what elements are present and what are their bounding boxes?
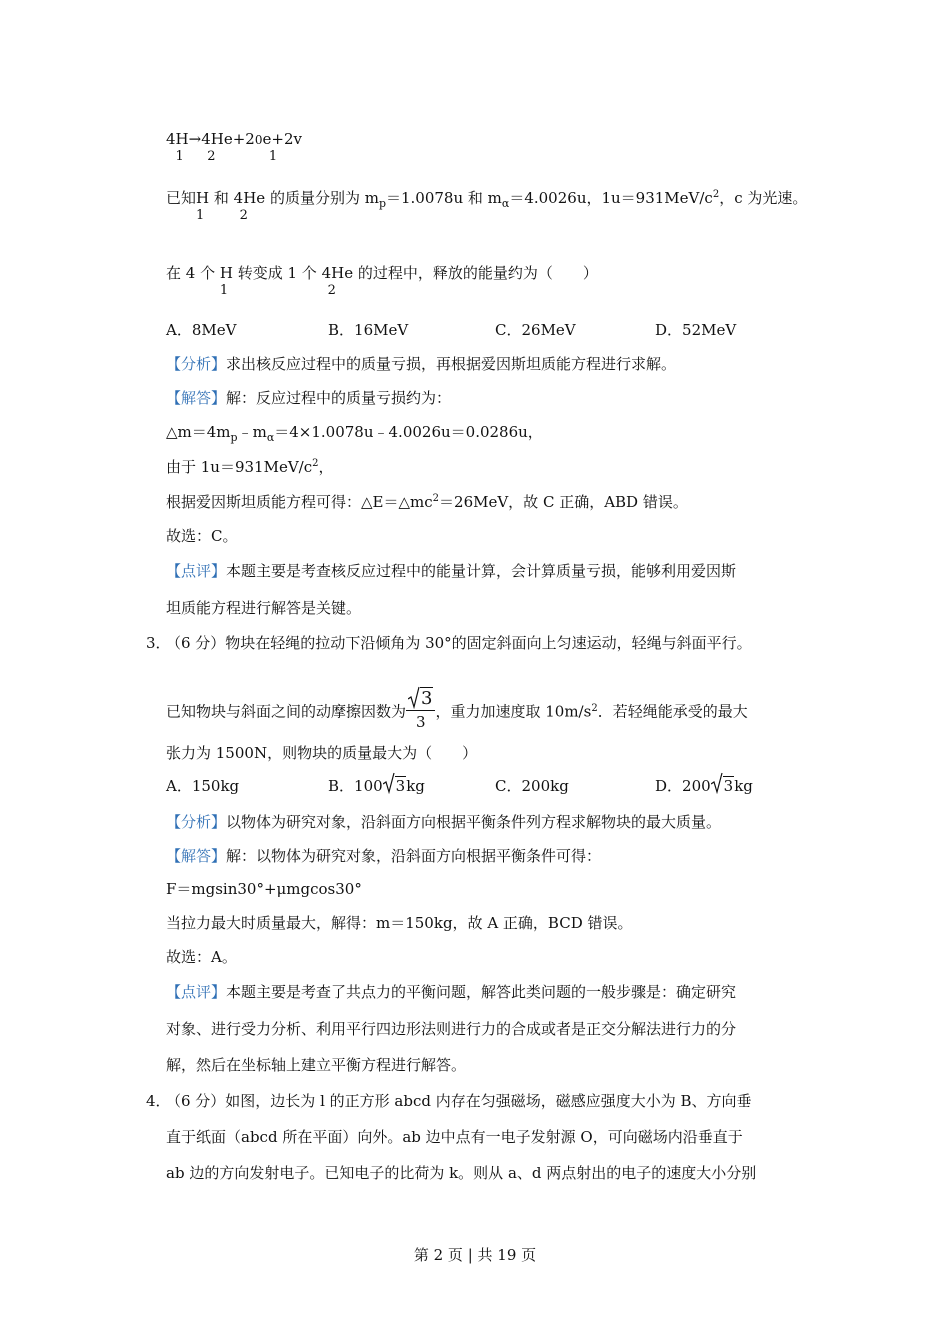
hydrogen-nuclide: H 1 (175, 130, 189, 164)
q4-number: 4． (146, 1092, 171, 1110)
helium-nuclide: 4He 2 (201, 130, 233, 164)
coefficient: 4 (166, 130, 176, 148)
q2-mass-defect: $\triangle m=4m_p﹣m_\alpha=4\times 1.0078u﹣4.0026u=0.0286u$， (166, 423, 543, 444)
q2-choice: 故选：C。 (166, 527, 238, 545)
electron-nuclide: 0e 1 (254, 130, 278, 164)
q3-stem-2: 已知物块与斜面之间的动摩擦因数为 $\frac{3}{3}$ ，重力加速度取 $10m/s^2$．若轻绳能承受的最大 (166, 688, 748, 731)
q3-stem-1: （6 分）物块在轻绳的拉动下沿倾角为 30°的固定斜面向上匀速运动，轻绳与斜面平行。 (166, 634, 752, 652)
q3-choice: 故选：A。 (166, 948, 237, 966)
q3-comment-cont-2: 解，然后在坐标轴上建立平衡方程进行解答。 (166, 1056, 467, 1074)
q4-stem-2: 直于纸面（abcd 所在平面）向外。ab 边中点有一电子发射源 O，可向磁场内沿垂直于 (166, 1128, 743, 1146)
q2-since: 由于 $1u=931MeV/c^2$， (166, 458, 334, 476)
q3-option-b: B．100 3kg (328, 775, 425, 797)
q3-result: 当拉力最大时质量最大，解得：m＝150kg，故 A 正确，BCD 错误。 (166, 914, 633, 932)
q2-energy: 根据爱因斯坦质能方程可得：$\triangle E=\triangle mc^2=26MeV$，故 C 正确，ABD 错误。 (166, 493, 688, 511)
question-2-stem: 在 4 个 H 1 转变成 1 个 4He 2 的过程中，释放的能量约为（ ） (166, 264, 598, 298)
q2-comment: 【点评】本题主要是考查核反应过程中的能量计算，会计算质量亏损，能够利用爱因斯 (166, 562, 737, 580)
q4-stem-3: ab 边的方向发射电子。已知电子的比荷为 k。则从 a、d 两点射出的电子的速度大小分别 (166, 1164, 757, 1182)
q2-comment-cont: 坦质能方程进行解答是关键。 (166, 599, 362, 617)
arrow-icon: → (188, 130, 202, 148)
q3-comment-cont-1: 对象、进行受力分析、利用平行四边形法则进行力的合成或者是正交分解法进行力的分 (166, 1020, 737, 1038)
page-footer: 第 2 页 | 共 19 页 (413, 1246, 537, 1264)
q3-option-a: A．150kg (166, 777, 240, 795)
q3-answer: 【解答】解：以物体为研究对象，沿斜面方向根据平衡条件可得： (166, 847, 602, 865)
q3-option-c: C．200kg (495, 777, 569, 795)
q3-formula: F＝mgsin30°+μmgcos30° (166, 880, 362, 898)
option-b: B．16MeV (328, 321, 409, 339)
q2-answer: 【解答】解：反应过程中的质量亏损约为： (166, 389, 452, 407)
q2-analysis: 【分析】求出核反应过程中的质量亏损，再根据爱因斯坦质能方程进行求解。 (166, 355, 677, 373)
q3-stem-3: 张力为 1500N，则物块的质量最大为（ ） (166, 744, 478, 762)
q3-number: 3． (146, 634, 171, 652)
q4-stem-1: （6 分）如图，边长为 l 的正方形 abcd 内存在匀强磁场，磁感应强度大小为 B、方向垂 (166, 1092, 752, 1110)
known-masses: 已知H 1 和 4He 2 的质量分别为 $m_p=1.0078u$ 和 $m_\alpha=4.0026u$，$1u=931MeV/c^2$，c 为光速。 (166, 189, 808, 223)
q3-analysis: 【分析】以物体为研究对象，沿斜面方向根据平衡条件列方程求解物块的最大质量。 (166, 813, 722, 831)
option-a: A．8MeV (166, 321, 237, 339)
sqrt3-over-3: $\frac{3}{3}$ (406, 688, 435, 733)
option-d: D．52MeV (655, 321, 737, 339)
q3-comment: 【点评】本题主要是考查了共点力的平衡问题，解答此类问题的一般步骤是：确定研究 (166, 983, 737, 1001)
q3-option-d: D．200 3kg (655, 775, 753, 797)
reaction-equation: 4H 1 →4He 2 +20e 1 +2v (166, 130, 302, 164)
option-c: C．26MeV (495, 321, 576, 339)
